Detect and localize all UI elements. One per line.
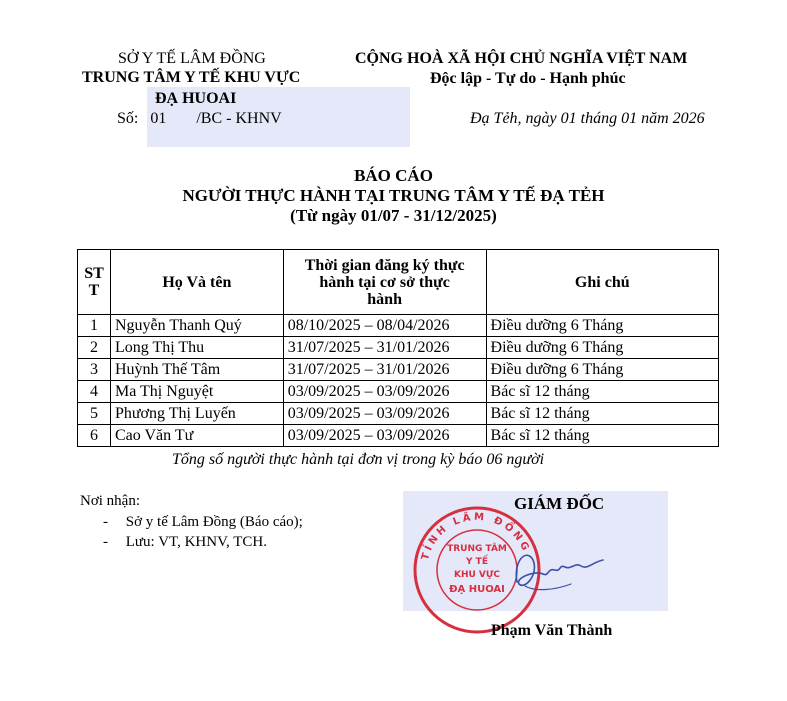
col-header-stt: ST T (78, 250, 111, 315)
date-line: Đạ Tẻh, ngày 01 tháng 01 năm 2026 (470, 110, 705, 127)
cell-period: 03/09/2025 – 03/09/2026 (283, 425, 486, 447)
recipient-item: - Sở y tế Lâm Đồng (Báo cáo); (103, 514, 303, 530)
cell-period: 31/07/2025 – 31/01/2026 (283, 337, 486, 359)
svg-text:Y TẾ: Y TẾ (466, 557, 488, 567)
table-row (78, 337, 719, 359)
number-suffix: /BC - KHNV (196, 110, 282, 127)
svg-text:TRUNG TÂM: TRUNG TÂM (447, 544, 507, 554)
trainee-table (77, 249, 719, 447)
summary-line: Tổng số người thực hành tại đơn vị trong kỳ báo 06 người (172, 451, 545, 468)
document-number (117, 110, 282, 128)
table-row (78, 403, 719, 425)
table-row (78, 425, 719, 447)
cell-name: Nguyễn Thanh Quý (110, 315, 283, 337)
recipient-item: - Lưu: VT, KHNV, TCH. (103, 534, 267, 550)
cell-period: 03/09/2025 – 03/09/2026 (283, 403, 486, 425)
cell-period: 31/07/2025 – 31/01/2026 (283, 359, 486, 381)
number-label: Số: (117, 110, 139, 127)
cell-name: Huỳnh Thế Tâm (110, 359, 283, 381)
national-motto: Độc lập - Tự do - Hạnh phúc (430, 70, 626, 87)
cell-stt: 4 (78, 381, 111, 403)
cell-stt: 6 (78, 425, 111, 447)
cell-stt: 5 (78, 403, 111, 425)
signer-title: GIÁM ĐỐC (514, 494, 605, 513)
table-row (78, 315, 719, 337)
report-period: (Từ ngày 01/07 - 31/12/2025) (290, 206, 497, 225)
table-header-row (78, 250, 719, 315)
svg-text:ĐẠ HUOAI: ĐẠ HUOAI (449, 584, 505, 595)
cell-note: Bác sĩ 12 tháng (486, 425, 718, 447)
cell-note: Bác sĩ 12 tháng (486, 381, 718, 403)
cell-name: Cao Văn Tư (110, 425, 283, 447)
report-title: BÁO CÁO (354, 166, 433, 185)
svg-text:KHU VỰC: KHU VỰC (453, 570, 501, 580)
cell-period: 08/10/2025 – 08/04/2026 (283, 315, 486, 337)
cell-note: Bác sĩ 12 tháng (486, 403, 718, 425)
cell-note: Điều dưỡng 6 Tháng (486, 359, 718, 381)
number-value: 01 (150, 110, 167, 127)
cell-name: Ma Thị Nguyệt (110, 381, 283, 403)
col-header-name: Họ Và tên (110, 250, 283, 315)
svg-text:TỈNH LÂM ĐỒNG: TỈNH LÂM ĐỒNG (419, 511, 532, 562)
col-header-period: Thời gian đăng ký thực hành tại cơ sở thực hành (283, 250, 486, 315)
table-row (78, 381, 719, 403)
cell-stt: 1 (78, 315, 111, 337)
cell-stt: 2 (78, 337, 111, 359)
table-row (78, 359, 719, 381)
recipients-label: Nơi nhận: (80, 493, 141, 509)
unit-name: TRUNG TÂM Y TẾ KHU VỰC (82, 69, 301, 86)
cell-name: Long Thị Thu (110, 337, 283, 359)
handwritten-signature (505, 540, 615, 600)
cell-stt: 3 (78, 359, 111, 381)
cell-period: 03/09/2025 – 03/09/2026 (283, 381, 486, 403)
signer-name: Phạm Văn Thành (491, 622, 613, 639)
cell-note: Điều dưỡng 6 Tháng (486, 337, 718, 359)
unit-name-line2: ĐẠ HUOAI (155, 90, 237, 107)
cell-note: Điều dưỡng 6 Tháng (486, 315, 718, 337)
col-header-note: Ghi chú (486, 250, 718, 315)
report-subtitle: NGƯỜI THỰC HÀNH TẠI TRUNG TÂM Y TẾ ĐẠ TẺH (182, 186, 605, 205)
national-title: CỘNG HOÀ XÃ HỘI CHỦ NGHĨA VIỆT NAM (355, 50, 688, 67)
cell-name: Phương Thị Luyến (110, 403, 283, 425)
agency-name: SỞ Y TẾ LÂM ĐỒNG (118, 50, 266, 67)
